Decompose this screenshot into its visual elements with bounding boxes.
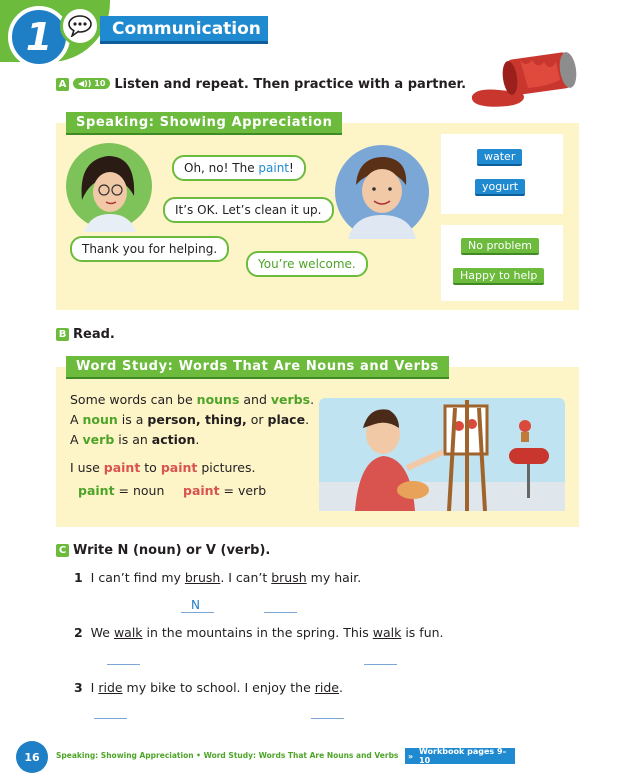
question-2: 2 We walk in the mountains in the spring. This walk is fun. (74, 625, 444, 640)
example-verb: paint = verb (183, 483, 267, 498)
girl-painting-illustration (319, 398, 565, 511)
blank-3-b[interactable] (311, 718, 344, 719)
answer-1-a[interactable]: N (191, 598, 200, 612)
noun-card (441, 134, 563, 214)
chevron-right-icon: » (408, 751, 414, 761)
workbook-link[interactable] (405, 748, 515, 764)
section-c-instruction: Write N (noun) or V (verb). (73, 543, 271, 558)
unit-title: Communication (100, 16, 268, 44)
speech-bubble-icon (60, 6, 100, 46)
speech-bubble-thank-you: Thank you for helping. (70, 236, 229, 262)
section-b-instruction: Read. (73, 327, 115, 342)
speech-bubble-paint (172, 155, 306, 181)
blank-1-b[interactable] (264, 612, 297, 613)
section-a-heading (56, 77, 466, 92)
question-1: 1 I can’t find my brush. I can’t brush my hair. (74, 570, 362, 585)
page-number: 16 (16, 741, 48, 773)
response-card (441, 225, 563, 301)
bubble-text-post: ! (289, 161, 294, 175)
section-a-letter: A (56, 78, 69, 91)
audio-track: 10 (94, 79, 106, 88)
word-study-line-1: Some words can be nouns and verbs. (70, 392, 315, 407)
section-c-heading (56, 543, 270, 558)
chip-yogurt: yogurt (475, 179, 525, 196)
unit-number: 1 (25, 15, 53, 59)
section-c-letter: C (56, 544, 69, 557)
section-b-heading (56, 327, 115, 342)
section-b-letter: B (56, 328, 69, 341)
speech-bubble-clean-up: It’s OK. Let’s clean it up. (163, 197, 334, 223)
bubble-paint-word: paint (258, 161, 290, 175)
blank-3-a[interactable] (94, 718, 127, 719)
word-study-line-4: I use paint to paint pictures. (70, 460, 256, 475)
section-a-instruction: Listen and repeat. Then practice with a partner. (114, 77, 467, 92)
footer-topics: Speaking: Showing Appreciation • Word Study: Words That Are Nouns and Verbs (56, 751, 399, 760)
spilled-paint-can-illustration (468, 50, 580, 108)
workbook-pages: Workbook pages 9–10 (419, 747, 507, 765)
chip-no-problem: No problem (461, 238, 539, 255)
boy-illustration (330, 145, 434, 239)
blank-2-a[interactable] (107, 664, 140, 665)
bubble-text-pre: Oh, no! The (184, 161, 259, 175)
word-study-band: Word Study: Words That Are Nouns and Verbs (66, 356, 449, 379)
question-3: 3 I ride my bike to school. I enjoy the ride. (74, 680, 343, 695)
word-study-line-2: A noun is a person, thing, or place. (70, 412, 310, 427)
chip-happy-to-help: Happy to help (453, 268, 544, 285)
blank-2-b[interactable] (364, 664, 397, 665)
blank-1-a[interactable] (181, 612, 214, 613)
girl-illustration (66, 140, 152, 232)
chip-water: water (477, 149, 522, 166)
speech-bubble-welcome: You’re welcome. (246, 251, 368, 277)
audio-button[interactable]: ◀)) 10 (73, 78, 110, 89)
example-noun: paint = noun (78, 483, 165, 498)
speaking-band: Speaking: Showing Appreciation (66, 112, 342, 135)
unit-badge (8, 6, 70, 68)
word-study-line-3: A verb is an action. (70, 432, 200, 447)
